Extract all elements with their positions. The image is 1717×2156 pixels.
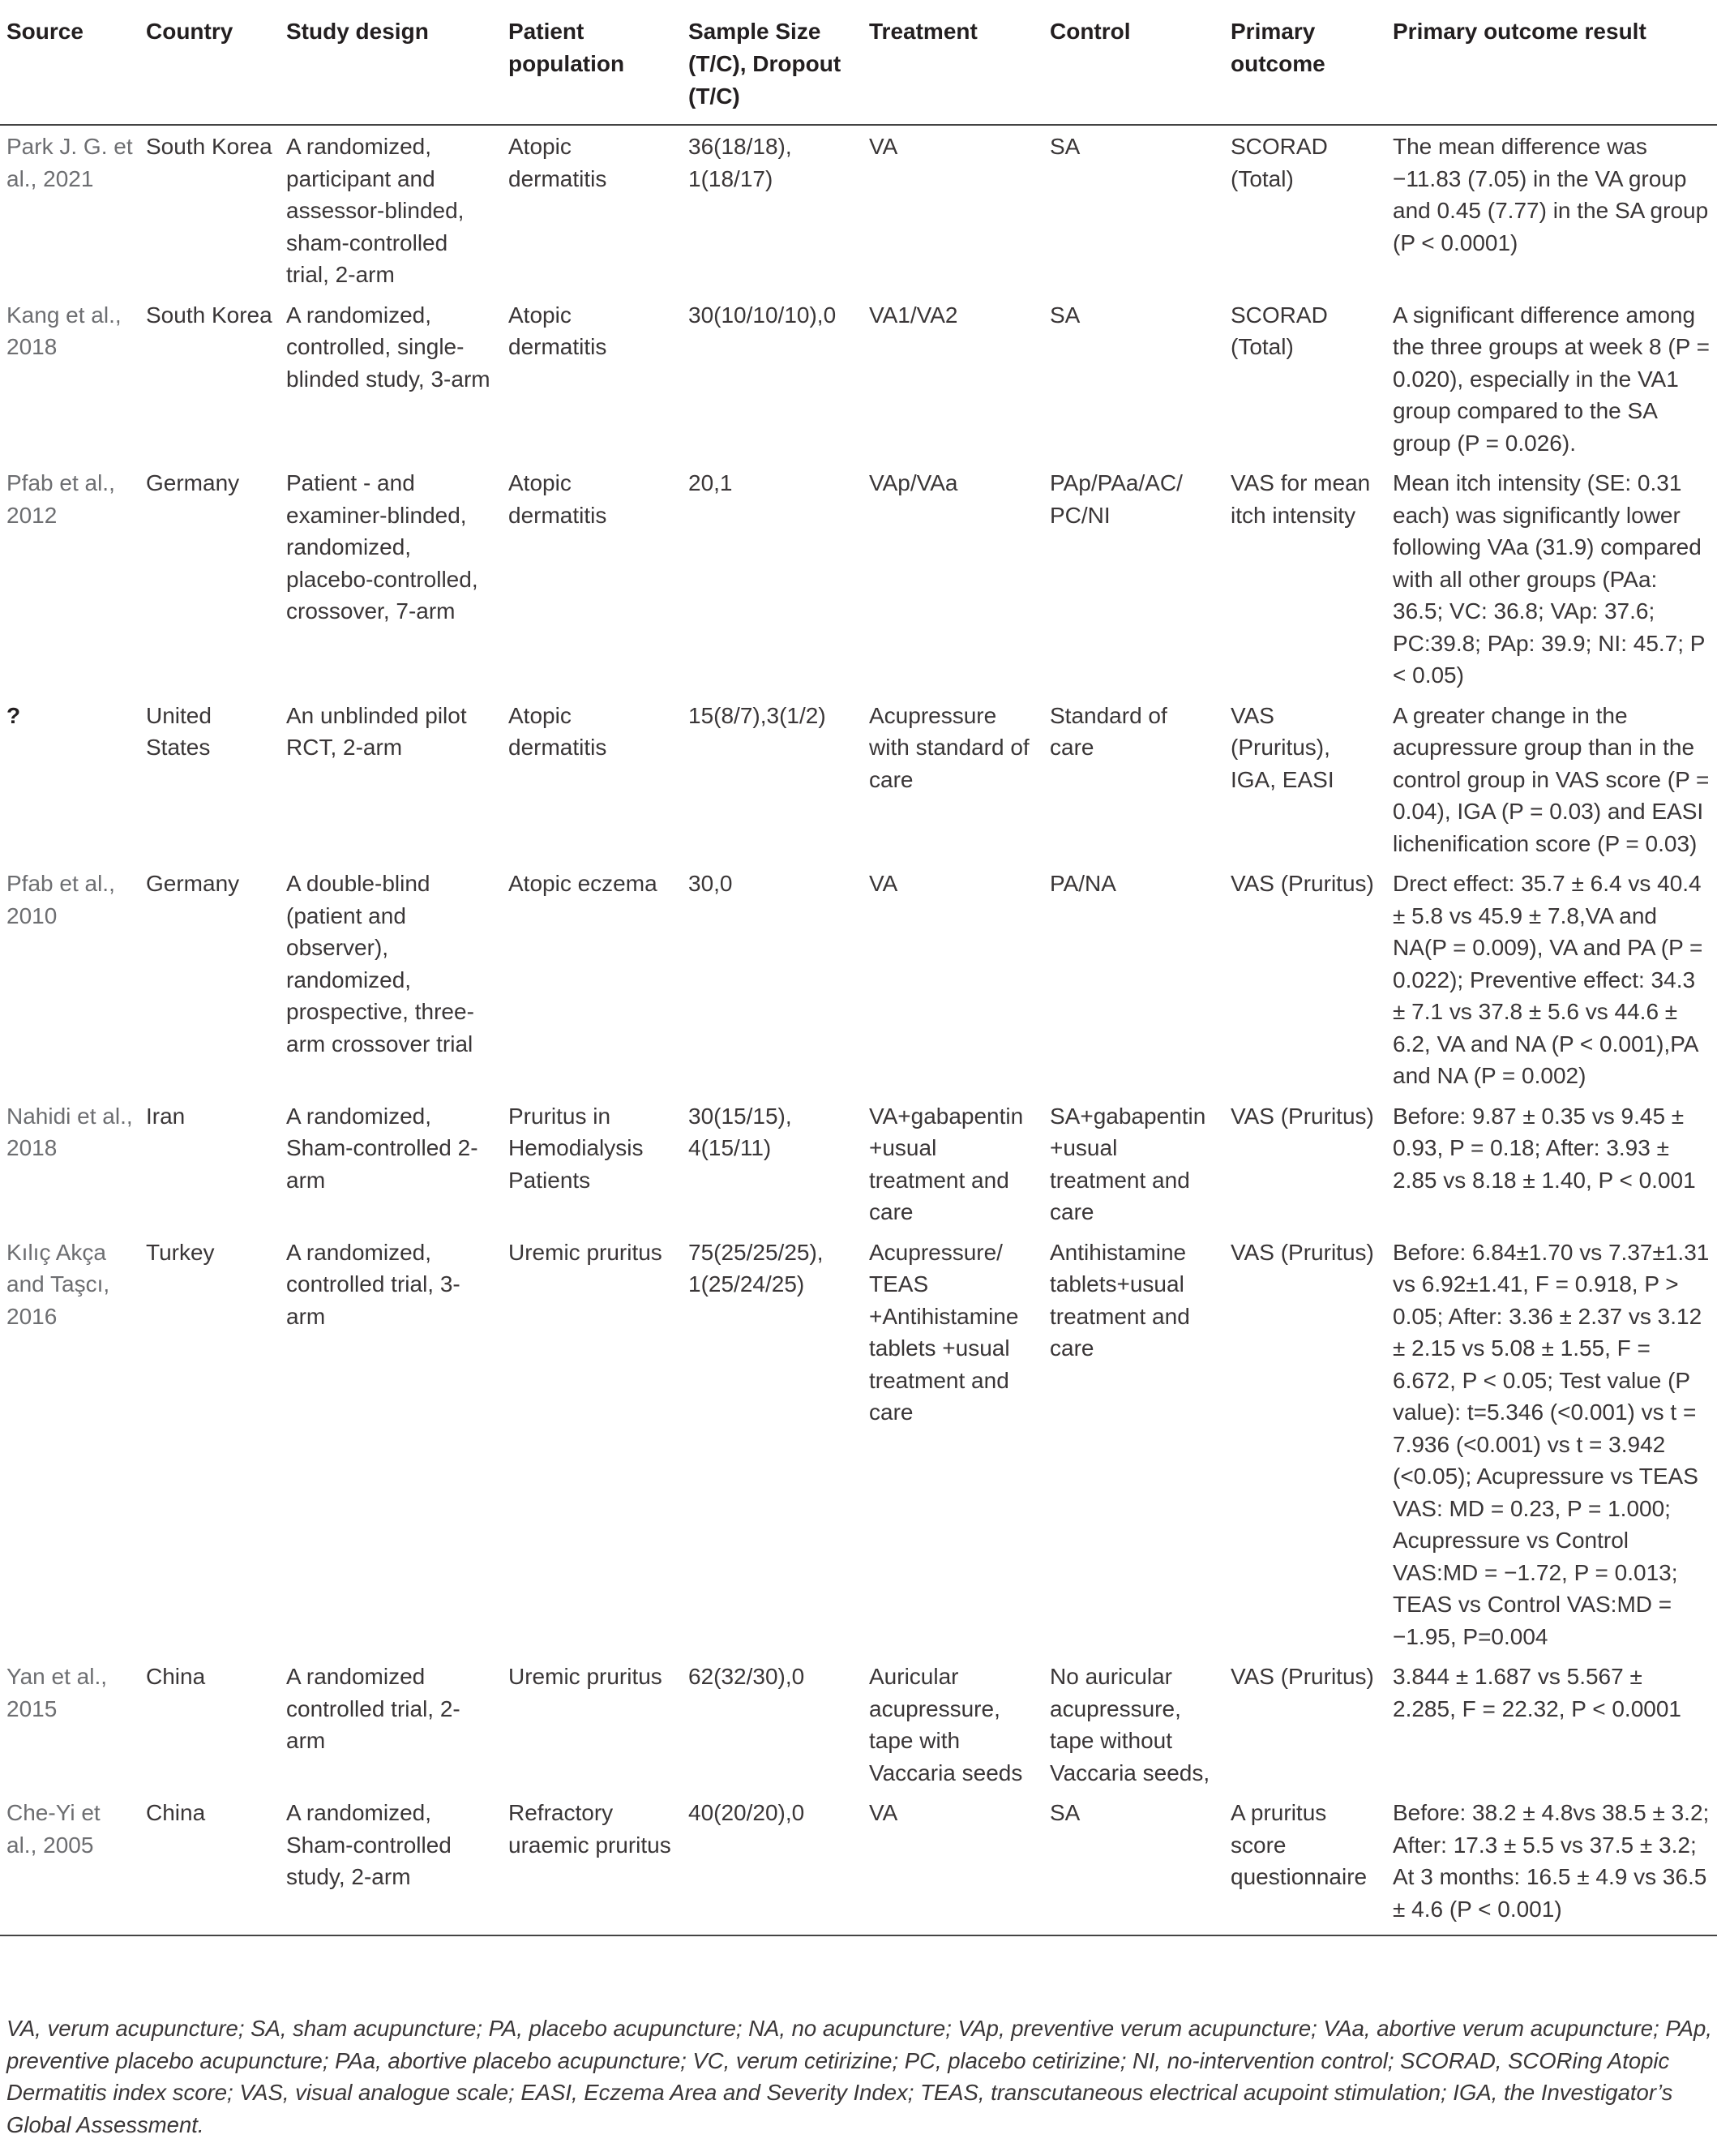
cell-treatment: Acupressure with standard of care: [869, 702, 1030, 792]
cell-patient-population: Uremic pruritus: [508, 1239, 662, 1265]
table-row: [0, 125, 1717, 294]
cell-control: No auricular acupressure, tape without Vaccaria seeds,: [1050, 1664, 1210, 1785]
cell-sample-size: 75(25/25/25), 1(25/24/25): [688, 1239, 824, 1297]
cell-primary-outcome: VAS (Pruritus), IGA, EASI: [1231, 702, 1334, 792]
cell-primary-outcome-result: Mean itch intensity (SE: 0.31 each) was significantly lower following VAa (31.9) compared with all other groups (PAa: 36.5; VC: 36.8; VAp: 37.6; PC:39.8; PAp: 39.9; NI: 45.7; P < 0.05): [1393, 470, 1705, 688]
cell-control: Antihistamine tablets+usual treatment and care: [1050, 1239, 1190, 1361]
cell-country: Germany: [146, 470, 240, 495]
cell-patient-population: Uremic pruritus: [508, 1664, 662, 1689]
header-country: Country: [139, 0, 280, 125]
cell-treatment: Auricular acupressure, tape with Vaccaria seeds: [869, 1664, 1023, 1785]
cell-treatment: Acupressure/ TEAS +Antihistamine tablets +usual treatment and care: [869, 1239, 1019, 1425]
cell-source: Pfab et al., 2012: [6, 470, 115, 528]
cell-treatment: VA1/VA2: [869, 302, 958, 328]
cell-sample-size: 30(15/15), 4(15/11): [688, 1103, 792, 1160]
cell-treatment: VAp/VAa: [869, 470, 958, 495]
cell-source: Che-Yi et al., 2005: [0, 1792, 139, 1935]
cell-study-design: Patient - and examiner-blinded, randomized, placebo-controlled, crossover, 7-arm: [286, 470, 478, 624]
header-study-design: Study design: [280, 0, 502, 125]
table-footnote: VA, verum acupuncture; SA, sham acupuncture; PA, placebo acupuncture; NA, no acupuncture; VAp, preventive verum acupuncture; VAa, abortive verum acupuncture; PAp, preventive placebo acupuncture; PAa, abortive placebo acupuncture; VC, verum cetirizine; PC, placebo cetirizine; NI, no-intervention control; SCORAD, SCORing Atopic Dermatitis index score; VAS, visual analogue scale; EASI, Eczema Area and Severity Index; TEAS, transcutaneous electrical acupoint stimulation; IGA, the Investigator’s Global Assessment.: [6, 2016, 1712, 2137]
cell-study-design: A randomized, participant and assessor-blinded, sham-controlled trial, 2-arm: [286, 134, 465, 287]
cell-control: Standard of care: [1050, 702, 1167, 760]
cell-sample-size: 40(20/20),0: [682, 1792, 863, 1935]
cell-control: SA: [1050, 302, 1081, 328]
cell-study-design: A randomized, Sham-controlled study, 2-arm: [280, 1792, 502, 1935]
cell-study-design: A randomized, controlled trial, 3-arm: [286, 1239, 460, 1329]
cell-source: Kang et al., 2018: [6, 302, 122, 359]
cell-study-design: A randomized, Sham-controlled 2-arm: [286, 1103, 478, 1193]
header-primary-outcome: Primary outcome: [1224, 0, 1386, 125]
header-primary-outcome-result: Primary outcome result: [1386, 0, 1717, 125]
cell-primary-outcome-result: A significant difference among the three groups at week 8 (P = 0.020), especially in the VA1 group compared to the SA group (P = 0.026).: [1393, 302, 1710, 456]
cell-primary-outcome-result: 3.844 ± 1.687 vs 5.567 ± 2.285, F = 22.32, P < 0.0001: [1393, 1664, 1681, 1721]
cell-primary-outcome-result: Before: 38.2 ± 4.8vs 38.5 ± 3.2; After: 17.3 ± 5.5 vs 37.5 ± 3.2; At 3 months: 16.5 ± 4.9 vs 36.5 ± 4.6 (P < 0.001): [1386, 1792, 1717, 1935]
table-row: [0, 1656, 1717, 1792]
cell-primary-outcome: VAS (Pruritus): [1231, 871, 1374, 896]
cell-patient-population: Refractory uraemic pruritus: [502, 1792, 682, 1935]
table-row: [0, 462, 1717, 695]
cell-source: Pfab et al., 2010: [6, 871, 115, 928]
cell-control: PA/NA: [1050, 871, 1116, 896]
cell-primary-outcome: VAS (Pruritus): [1231, 1103, 1374, 1129]
cell-source: Park J. G. et al., 2021: [6, 134, 133, 191]
cell-treatment: VA: [863, 1792, 1043, 1935]
cell-country: China: [146, 1664, 206, 1689]
cell-study-design: A randomized controlled trial, 2-arm: [286, 1664, 460, 1753]
cell-primary-outcome-result: Drect effect: 35.7 ± 6.4 vs 40.4 ± 5.8 vs 45.9 ± 7.8,VA and NA(P = 0.009), VA and PA (P = 0.022); Preventive effect: 34.3 ± 7.1 vs 37.8 ± 5.6 vs 44.6 ± 6.2, VA and NA (P < 0.001),PA and NA (P = 0.002): [1393, 871, 1703, 1088]
cell-control: SA: [1043, 1792, 1224, 1935]
cell-country: South Korea: [146, 302, 272, 328]
cell-patient-population: Atopic dermatitis: [508, 470, 607, 528]
cell-primary-outcome-result: A greater change in the acupressure group than in the control group in VAS score (P = 0.04), IGA (P = 0.03) and EASI lichenification score (P = 0.03): [1393, 702, 1710, 856]
table-row: [0, 1095, 1717, 1232]
cell-source: Yan et al., 2015: [6, 1664, 108, 1721]
cell-source: Nahidi et al., 2018: [6, 1103, 133, 1160]
cell-sample-size: 30,0: [688, 871, 733, 896]
cell-control: PAp/PAa/AC/ PC/NI: [1050, 470, 1183, 528]
cell-study-design: An unblinded pilot RCT, 2-arm: [286, 702, 467, 760]
cell-sample-size: 62(32/30),0: [688, 1664, 805, 1689]
cell-treatment: VA: [869, 871, 898, 896]
cell-patient-population: Pruritus in Hemodialysis Patients: [508, 1103, 644, 1193]
header-treatment: Treatment: [863, 0, 1043, 125]
cell-patient-population: Atopic dermatitis: [508, 302, 607, 359]
cell-primary-outcome: VAS (Pruritus): [1231, 1664, 1374, 1689]
cell-primary-outcome: VAS for mean itch intensity: [1231, 470, 1371, 528]
table-row: [0, 1792, 1717, 1935]
cell-treatment: VA: [869, 134, 898, 159]
cell-sample-size: 20,1: [688, 470, 733, 495]
cell-country: United States: [146, 702, 212, 760]
cell-control: SA: [1050, 134, 1081, 159]
header-sample-size: Sample Size (T/C), Dropout (T/C): [682, 0, 863, 125]
table-header-row: [0, 0, 1717, 125]
cell-primary-outcome-result: The mean difference was −11.83 (7.05) in the VA group and 0.45 (7.77) in the SA group (P < 0.0001): [1393, 134, 1709, 255]
cell-control: SA+gabapentin +usual treatment and care: [1050, 1103, 1206, 1224]
cell-country: South Korea: [146, 134, 272, 159]
cell-country: Germany: [146, 871, 240, 896]
cell-sample-size: 36(18/18), 1(18/17): [688, 134, 792, 191]
cell-primary-outcome-result: Before: 6.84±1.70 vs 7.37±1.31 vs 6.92±1.41, F = 0.918, P > 0.05; After: 3.36 ± 2.37 vs 3.12 ± 2.15 vs 5.08 ± 1.55, F = 6.672, P < 0.05; Test value (P value): t=5.346 (<0.001) vs t = 7.936 (<0.001) vs t = 3.942 (<0.05); Acupressure vs TEAS VAS: MD = 0.23, P = 1.000; Acupressure vs Control VAS:MD = −1.72, P = 0.013; TEAS vs Control VAS:MD = −1.95, P=0.004: [1393, 1239, 1710, 1649]
header-control: Control: [1043, 0, 1224, 125]
table-row: [0, 1232, 1717, 1657]
cell-primary-outcome-result: Before: 9.87 ± 0.35 vs 9.45 ± 0.93, P = 0.18; After: 3.93 ± 2.85 vs 8.18 ± 1.40, P < 0.001: [1393, 1103, 1696, 1193]
cell-country: Turkey: [146, 1239, 215, 1265]
cell-sample-size: 15(8/7),3(1/2): [688, 702, 826, 728]
header-source: Source: [0, 0, 139, 125]
cell-study-design: A randomized, controlled, single-blinded study, 3-arm: [286, 302, 490, 392]
cell-patient-population: Atopic dermatitis: [508, 702, 607, 760]
table-row: [0, 695, 1717, 864]
table-row: [0, 294, 1717, 463]
cell-sample-size: 30(10/10/10),0: [688, 302, 837, 328]
cell-country: Iran: [146, 1103, 186, 1129]
cell-source: Kılıç Akça and Taşcı, 2016: [6, 1239, 110, 1329]
cell-country: China: [139, 1792, 280, 1935]
cell-study-design: A double-blind (patient and observer), randomized, prospective, three-arm crossover trial: [286, 871, 474, 1057]
cell-primary-outcome: SCORAD (Total): [1231, 134, 1328, 191]
header-patient-population: Patient population: [502, 0, 682, 125]
table-row: [0, 863, 1717, 1095]
cell-primary-outcome: VAS (Pruritus): [1231, 1239, 1374, 1265]
cell-source: ?: [6, 702, 21, 728]
cell-patient-population: Atopic eczema: [508, 871, 657, 896]
cell-patient-population: Atopic dermatitis: [508, 134, 607, 191]
cell-treatment: VA+gabapentin +usual treatment and care: [869, 1103, 1024, 1224]
cell-primary-outcome: A pruritus score questionnaire: [1224, 1792, 1386, 1935]
cell-primary-outcome: SCORAD (Total): [1231, 302, 1328, 359]
